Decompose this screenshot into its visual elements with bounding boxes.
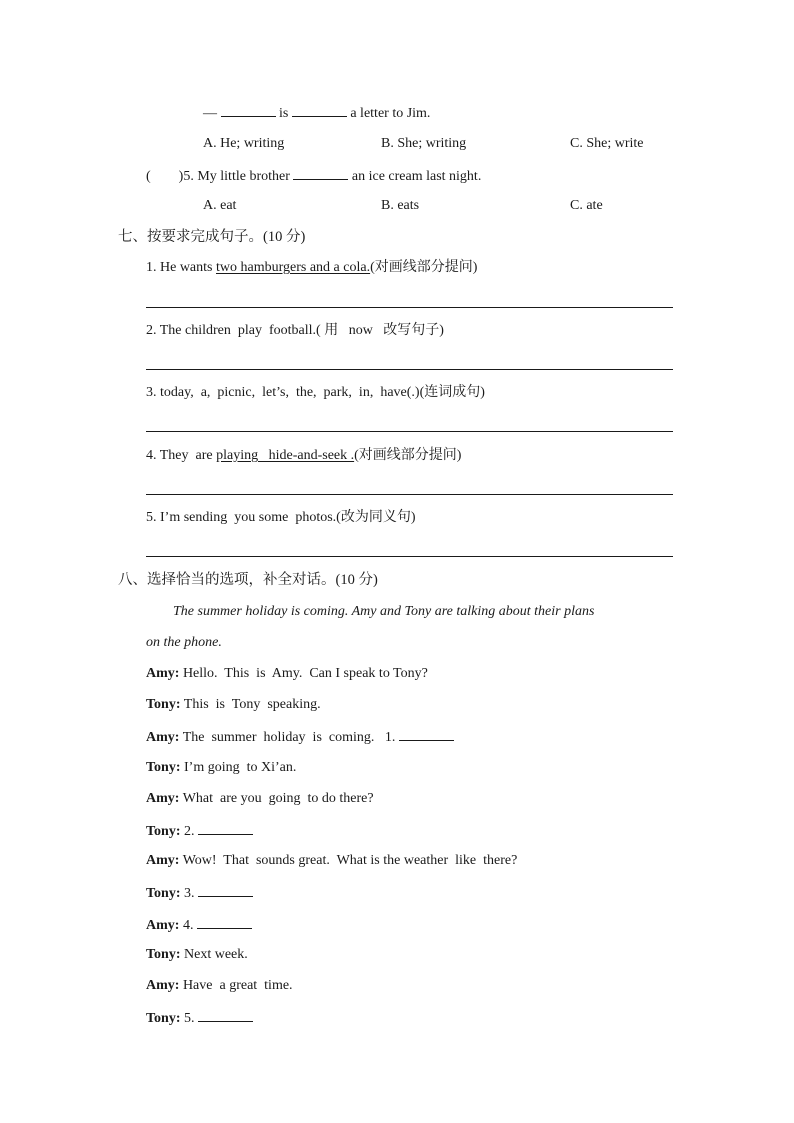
speaker-name: Amy: [146, 918, 180, 933]
s7-item-4-underlined: playing hide-and-seek . [216, 448, 355, 463]
answer-blank[interactable] [197, 915, 252, 929]
dialogue-line [146, 821, 253, 841]
speaker-name: Tony: [146, 1011, 181, 1026]
s7-item-2: 2. The children play football.( 用 now 改写句子) [146, 323, 444, 338]
answer-blank[interactable] [198, 883, 253, 897]
speaker-name: Amy: [146, 791, 180, 806]
dialogue-text: I’m going to Xi’an. [184, 760, 297, 775]
section7-title: 七、按要求完成句子。(10 分) [118, 229, 306, 245]
q4-stem [203, 103, 430, 123]
speaker-name: Amy: [146, 730, 180, 745]
s7-item-1-pre: 1. He wants [146, 260, 216, 275]
dialogue-text: Hello. This is Amy. Can I speak to Tony? [182, 666, 428, 681]
s7-item-4 [146, 447, 461, 465]
q4-tail: a letter to Jim. [350, 106, 431, 121]
dialogue-text: What are you going to do there? [182, 791, 374, 806]
answer-line[interactable] [146, 494, 673, 495]
speaker-name: Amy: [146, 666, 180, 681]
speaker-name: Tony: [146, 886, 181, 901]
dialogue-line [146, 946, 248, 964]
dialogue-text: 3. [184, 886, 195, 901]
dash: — [203, 106, 217, 121]
q5-stem-b: an ice cream last night. [351, 169, 482, 184]
dialogue-text: 4. [182, 918, 194, 933]
dialogue-text: Next week. [184, 947, 248, 962]
dialogue-line [146, 759, 296, 777]
answer-blank[interactable] [293, 166, 348, 180]
dialogue-line [146, 1008, 253, 1028]
answer-line[interactable] [146, 369, 673, 370]
answer-line[interactable] [146, 556, 673, 557]
dialogue-line [146, 977, 293, 995]
s7-item-4-post: (对画线部分提问) [354, 448, 462, 463]
q5-option-a[interactable]: A. eat [203, 198, 237, 213]
q5-option-c[interactable]: C. ate [570, 198, 603, 213]
section8-title: 八、选择恰当的选项，补全对话。(10 分) [118, 572, 378, 588]
dialogue-line [146, 727, 454, 747]
answer-line[interactable] [146, 307, 673, 308]
dialogue-text: 2. [184, 824, 195, 839]
s7-item-3: 3. today, a, picnic, let’s, the, park, in, have(.)(连词成句) [146, 385, 485, 400]
dialogue-text: 5. [184, 1011, 195, 1026]
dialogue-line [146, 696, 321, 714]
dialogue-line [146, 915, 252, 935]
answer-paren[interactable]: ( )5. [146, 169, 194, 184]
q4-option-b[interactable]: B. She; writing [381, 136, 467, 151]
q4-option-c[interactable]: C. She; write [570, 136, 644, 151]
q4-option-a[interactable]: A. He; writing [203, 136, 285, 151]
speaker-name: Tony: [146, 824, 181, 839]
dialogue-line [146, 883, 253, 903]
q5-stem [146, 166, 481, 186]
speaker-name: Amy: [146, 978, 180, 993]
s7-item-1 [146, 259, 477, 277]
q5-stem-a: My little brother [197, 169, 290, 184]
answer-blank[interactable] [221, 103, 276, 117]
s7-item-1-underlined: two hamburgers and a cola. [216, 260, 371, 275]
dialogue-text: Wow! That sounds great. What is the weather like there? [182, 853, 518, 868]
answer-blank[interactable] [198, 821, 253, 835]
speaker-name: Tony: [146, 697, 181, 712]
answer-blank[interactable] [399, 727, 454, 741]
dialogue-intro-line-1: The summer holiday is coming. Amy and Tony are talking about their plans [173, 604, 595, 619]
dialogue-text: Have a great time. [182, 978, 293, 993]
q5-option-b[interactable]: B. eats [381, 198, 420, 213]
s7-item-5: 5. I’m sending you some photos.(改为同义句) [146, 510, 416, 525]
s7-item-1-post: (对画线部分提问) [370, 260, 478, 275]
answer-blank[interactable] [198, 1008, 253, 1022]
dialogue-line [146, 790, 374, 808]
q4-is: is [279, 106, 289, 121]
dialogue-line [146, 665, 428, 683]
speaker-name: Tony: [146, 760, 181, 775]
dialogue-intro-line-2: on the phone. [146, 635, 222, 650]
s7-item-4-pre: 4. They are [146, 448, 217, 463]
dialogue-line [146, 852, 517, 870]
speaker-name: Amy: [146, 853, 180, 868]
dialogue-text: This is Tony speaking. [183, 697, 321, 712]
answer-blank[interactable] [292, 103, 347, 117]
dialogue-text: The summer holiday is coming. 1. [182, 730, 396, 745]
answer-line[interactable] [146, 431, 673, 432]
speaker-name: Tony: [146, 947, 181, 962]
